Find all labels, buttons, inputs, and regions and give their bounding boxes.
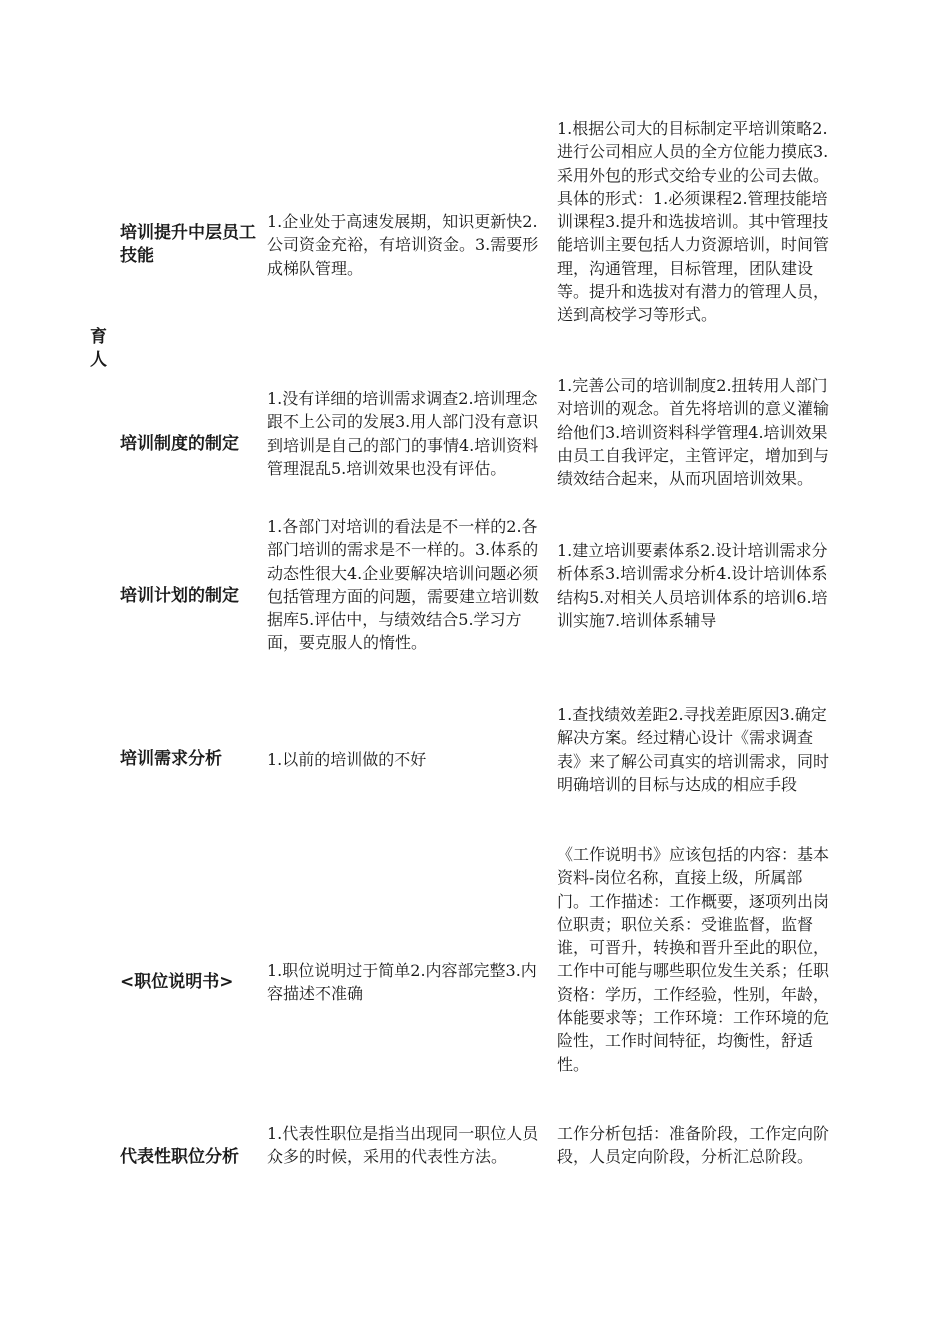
solution-cell: 1.完善公司的培训制度2.扭转用人部门对培训的观念。首先将培训的意义灌输给他们3.培训资料科学管理4.培训效果由员工自我评定，主管评定，增加到与绩效结合起来，从而巩固培训效果。	[557, 376, 830, 489]
topic-cell: 代表性职位分析	[120, 1147, 239, 1167]
topic-cell: 培训提升中层员工技能	[120, 223, 256, 266]
solution-cell: 《工作说明书》应该包括的内容：基本资料-岗位名称，直接上级，所属部门。工作描述：工作概要，逐项列出岗位职责；职位关系：受谁监督，监督谁，可晋升，转换和晋升至此的职位，工作中可能与哪些职位发生关系；任职资格：学历，工作经验，性别，年龄，体能要求等；工作环境：工作环境的危险性，工作时间特征，均衡性，舒适性。	[557, 845, 830, 1074]
solution-cell: 1.建立培训要素体系2.设计培训需求分析体系3.培训需求分析4.设计培训体系结构5.对相关人员培训体系的培训6.培训实施7.培训体系辅导	[557, 541, 828, 630]
topic-cell: 培训制度的制定	[120, 434, 239, 454]
solution-cell: 1.根据公司大的目标制定平培训策略2.进行公司相应人员的全方位能力摸底3.采用外包的形式交给专业的公司去做。具体的形式：1.必须课程2.管理技能培训课程3.提升和选拔培训。其中管理技能培训主要包括人力资源培训，时间管理，沟通管理，目标管理，团队建设等。提升和选拔对有潜力的管理人员，送到高校学习等形式。	[557, 119, 830, 325]
topic-cell: 培训需求分析	[120, 749, 222, 769]
solution-cell: 工作分析包括：准备阶段，工作定向阶段，人员定向阶段，分析汇总阶段。	[557, 1124, 830, 1167]
solution-cell: 1.查找绩效差距2.寻找差距原因3.确定解决方案。经过精心设计《需求调查表》来了解公司真实的培训需求，同时明确培训的目标与达成的相应手段	[557, 705, 830, 794]
topic-cell: <职位说明书>	[120, 972, 234, 992]
problem-cell: 1.代表性职位是指当出现同一职位人员众多的时候，采用的代表性方法。	[267, 1124, 539, 1167]
problem-cell: 1.各部门对培训的看法是不一样的2.各部门培训的需求是不一样的。3.体系的动态性很大4.企业要解决培训问题必须包括管理方面的问题，需要建立培训数据库5.评估中，与绩效结合5.学习方面，要克服人的惰性。	[267, 517, 540, 653]
problem-cell: 1.以前的培训做的不好	[267, 750, 427, 769]
topic-cell: 培训计划的制定	[120, 586, 239, 606]
section-label: 育人	[90, 327, 107, 370]
problem-cell: 1.职位说明过于简单2.内容部完整3.内容描述不准确	[267, 961, 537, 1004]
problem-cell: 1.没有详细的培训需求调查2.培训理念跟不上公司的发展3.用人部门没有意识到培训是自己的部门的事情4.培训资料管理混乱5.培训效果也没有评估。	[267, 389, 539, 478]
problem-cell: 1.企业处于高速发展期，知识更新快2.公司资金充裕，有培训资金。3.需要形成梯队管理。	[267, 212, 539, 278]
